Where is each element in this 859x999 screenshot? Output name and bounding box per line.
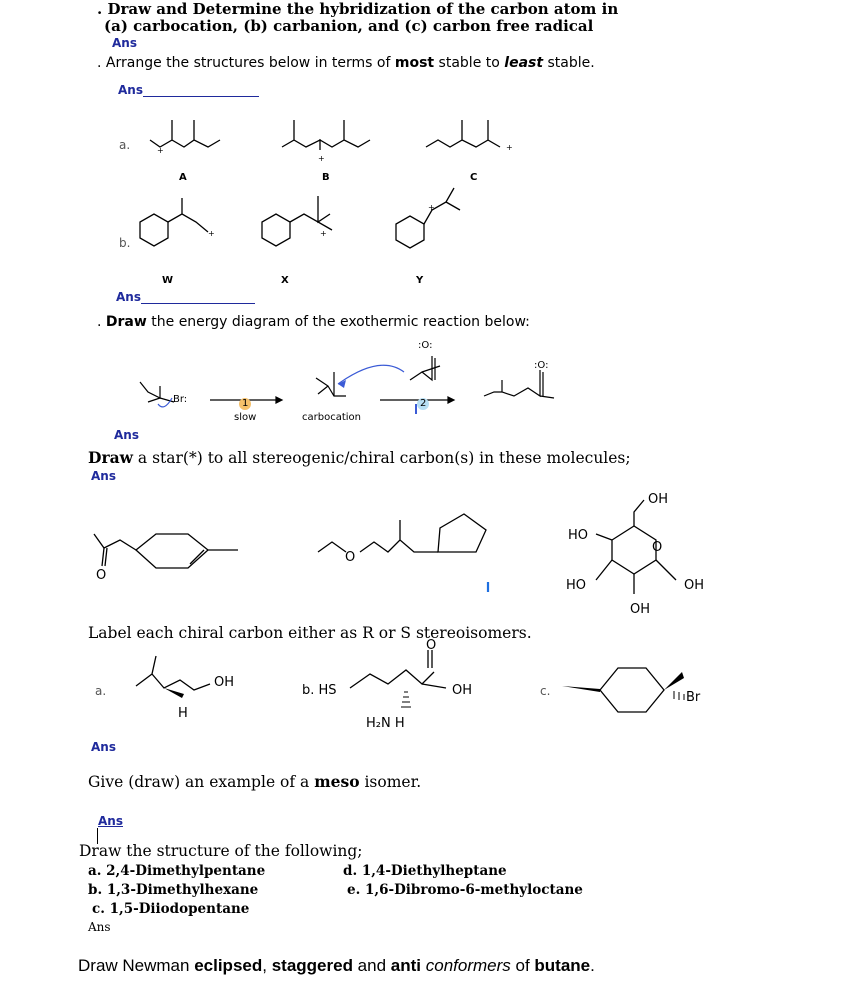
- q4-ketone-o: O: [96, 568, 107, 583]
- q7-item-b: b. 1,3-Dimethylhexane: [88, 882, 259, 898]
- q4-sugar-ho-left: HO: [568, 528, 589, 543]
- q3-carbocation: carbocation: [302, 412, 361, 423]
- cation-y-mark: +: [428, 203, 435, 212]
- q1-ans: Ans: [112, 36, 137, 50]
- q5-a-h: H: [178, 706, 188, 721]
- q4-ans: Ans: [91, 469, 116, 483]
- cation-w-mark: +: [208, 229, 215, 238]
- q8-eclipsed: eclipsed: [194, 956, 263, 975]
- q2-label-B: B: [322, 172, 330, 183]
- q2-least: least: [504, 55, 544, 71]
- q2-row-b-label: b.: [119, 236, 131, 250]
- q8-butane: butane: [534, 956, 591, 975]
- q6-prefix: Give (draw) an example of a: [88, 773, 315, 791]
- q1-bullet: .: [97, 0, 103, 18]
- q4-rest: a star(*) to all stereogenic/chiral carbon(s) in these molecules;: [133, 449, 631, 467]
- q1-line1-text: Draw and Determine the hybridization of the carbon atom in: [107, 0, 619, 18]
- q5-c-br: Br: [686, 690, 701, 705]
- q5-a-oh: OH: [214, 675, 235, 690]
- cation-x-mark: +: [320, 229, 327, 238]
- q2-bullet: .: [97, 55, 102, 71]
- q5-b-label: b. HS: [302, 683, 337, 698]
- q3-ans: Ans: [114, 428, 139, 442]
- q5-b-o: O: [426, 638, 437, 653]
- q2-label-W: W: [162, 275, 174, 286]
- q4-sugar-ring-o: O: [652, 540, 663, 555]
- q3-draw: Draw: [105, 314, 147, 330]
- q3-o-top: :O:: [418, 340, 433, 351]
- q5-b-h2nh: H₂N H: [366, 716, 405, 731]
- q2-prefix: Arrange the structures below in terms of: [105, 55, 395, 71]
- q7-title: Draw the structure of the following;: [79, 842, 363, 860]
- q3-step2: 2: [420, 398, 427, 409]
- q7-item-d: d. 1,4-Diethylheptane: [343, 863, 507, 879]
- q8-of: of: [510, 956, 535, 975]
- q3-bullet: .: [97, 314, 102, 330]
- cation-a-mark: +: [157, 146, 164, 155]
- q7-item-a: a. 2,4-Dimethylpentane: [88, 863, 266, 879]
- q2-label-A: A: [179, 172, 187, 183]
- q5-a-label: a.: [95, 684, 107, 698]
- q5-b-oh: OH: [452, 683, 473, 698]
- q5-c-label: c.: [540, 684, 551, 698]
- q7-item-c: c. 1,5-Diiodopentane: [92, 901, 250, 917]
- q2-label-Y: Y: [416, 275, 424, 286]
- q4-draw: Draw: [88, 448, 133, 467]
- q3-br-label: Br:: [173, 394, 188, 405]
- q3-o-product: :O:: [534, 360, 549, 371]
- q7-ans: Ans: [88, 920, 111, 934]
- q2-label-C: C: [470, 172, 478, 183]
- q6-meso: meso: [314, 772, 360, 791]
- q2-ans2-label: Ans: [116, 290, 141, 304]
- q8-prompt: [78, 956, 595, 976]
- q4-sugar-oh-bottom: OH: [630, 602, 651, 617]
- q8-anti: anti: [390, 956, 421, 975]
- q5-ans: Ans: [91, 740, 116, 754]
- q5-title: Label each chiral carbon either as R or S stereoisomers.: [88, 624, 532, 642]
- cation-b-mark: +: [318, 154, 325, 163]
- q8-conformers: conformers: [425, 956, 511, 975]
- q8-and: and: [352, 956, 391, 975]
- q8-comma: ,: [262, 956, 272, 975]
- q6-ans: Ans: [98, 814, 123, 828]
- cation-c-mark: +: [506, 143, 513, 152]
- q8-staggered: staggered: [271, 956, 353, 975]
- q2-row-a-label: a.: [119, 138, 131, 152]
- q2-most: most: [394, 55, 435, 71]
- q6-suffix: isomer.: [359, 773, 422, 791]
- q2-suffix: stable.: [543, 55, 595, 71]
- q2-ans1-label: Ans: [118, 83, 143, 97]
- q4-sugar-ho-bottom: HO: [566, 578, 587, 593]
- q1-line2: (a) carbocation, (b) carbanion, and (c) carbon free radical: [104, 17, 594, 35]
- q3-step1: 1: [242, 398, 249, 409]
- q8-period: .: [590, 956, 595, 975]
- q6-prompt: [88, 772, 421, 791]
- q4-sugar-oh-top: OH: [648, 492, 669, 507]
- q4-ether-o: O: [345, 550, 356, 565]
- q2-label-X: X: [281, 275, 289, 286]
- q3-slow: slow: [234, 412, 257, 423]
- q2-middle: stable to: [434, 55, 505, 71]
- q4-sugar-oh-right: OH: [684, 578, 705, 593]
- q7-item-e: e. 1,6-Dibromo-6-methyloctane: [347, 882, 583, 898]
- q8-prefix: Draw Newman: [78, 956, 195, 975]
- q3-rest: the energy diagram of the exothermic reaction below:: [146, 314, 530, 330]
